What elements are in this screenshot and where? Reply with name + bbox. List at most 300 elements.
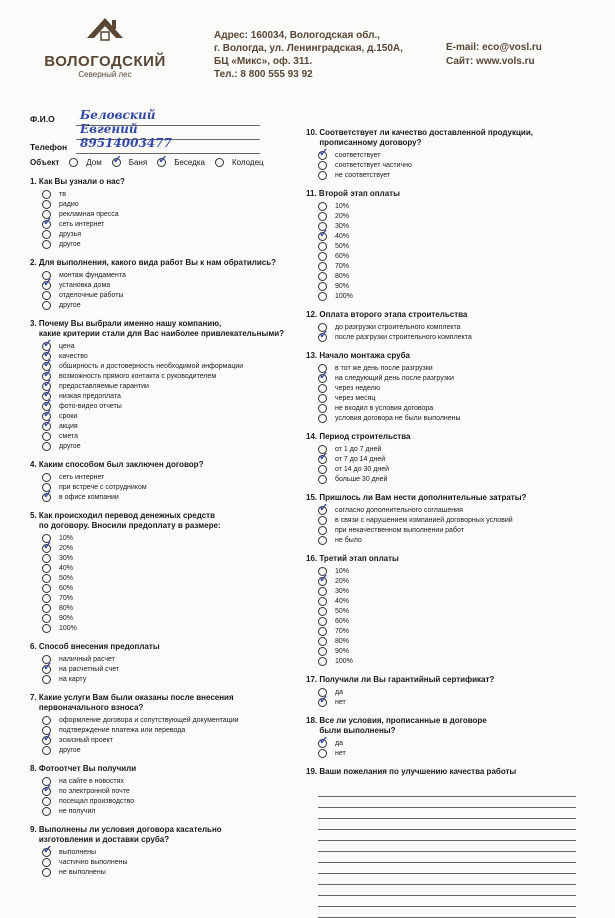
option-label: по электронной почте xyxy=(59,787,130,795)
answer-option[interactable] xyxy=(318,626,576,636)
option-label: рекламная пресса xyxy=(59,210,119,218)
right-questions xyxy=(306,128,576,777)
option-label: 70% xyxy=(59,594,74,602)
option-label: в связи с нарушением компанией договорных условий xyxy=(335,516,513,524)
answer-option[interactable] xyxy=(42,381,300,391)
answer-option[interactable] xyxy=(318,403,576,413)
company-address xyxy=(214,29,403,81)
radio-button[interactable] xyxy=(69,158,78,167)
radio-button[interactable] xyxy=(318,617,327,626)
option-label: 60% xyxy=(59,584,74,592)
answer-option[interactable] xyxy=(42,472,300,482)
radio-button[interactable] xyxy=(42,594,51,603)
question-title: 9. Выполнены ли условия договора касательно изготовления и доставки сруба? xyxy=(30,825,222,844)
answer-option[interactable] xyxy=(42,441,300,451)
answer-option[interactable] xyxy=(318,322,576,332)
checked-radio-button[interactable] xyxy=(42,665,51,674)
answer-option[interactable] xyxy=(42,229,300,239)
radio-button[interactable] xyxy=(318,414,327,423)
option-label: согласно дополнительного соглашения xyxy=(335,506,463,514)
radio-button[interactable] xyxy=(42,301,51,310)
radio-button[interactable] xyxy=(42,473,51,482)
answer-option[interactable] xyxy=(318,170,576,180)
option-label: условия договора не были выполнены xyxy=(335,414,461,422)
answer-line[interactable] xyxy=(318,896,576,907)
answer-option[interactable] xyxy=(318,201,576,211)
radio-button[interactable] xyxy=(318,161,327,170)
object-row xyxy=(30,158,300,167)
option-label: Баня xyxy=(128,158,148,167)
option-label: Беседка xyxy=(174,158,205,167)
left-column xyxy=(30,108,300,886)
answer-option[interactable] xyxy=(318,464,576,474)
answer-line[interactable] xyxy=(318,874,576,885)
answer-option[interactable] xyxy=(318,738,576,748)
radio-button[interactable] xyxy=(42,716,51,725)
answer-option[interactable] xyxy=(42,533,300,543)
answer-option[interactable] xyxy=(42,715,300,725)
radio-button[interactable] xyxy=(42,574,51,583)
answer-option[interactable] xyxy=(42,361,300,371)
radio-button[interactable] xyxy=(42,675,51,684)
answer-option[interactable] xyxy=(42,847,300,857)
answer-option[interactable] xyxy=(42,270,300,280)
answer-option[interactable] xyxy=(318,586,576,596)
option-label: эскизный проект xyxy=(59,736,113,744)
radio-button[interactable] xyxy=(318,637,327,646)
option-label: от 1 до 7 дней xyxy=(335,445,382,453)
answer-option[interactable] xyxy=(42,796,300,806)
option-label: не было xyxy=(335,536,362,544)
radio-button[interactable] xyxy=(42,797,51,806)
radio-button[interactable] xyxy=(42,858,51,867)
checked-radio-button[interactable] xyxy=(42,544,51,553)
radio-button[interactable] xyxy=(42,584,51,593)
question-title: 14. Период строительства xyxy=(306,432,411,441)
question-block xyxy=(30,258,300,310)
answer-line[interactable] xyxy=(318,852,576,863)
option-label: 30% xyxy=(59,554,74,562)
answer-option[interactable] xyxy=(318,160,576,170)
fio-handwriting-2: Евгений xyxy=(80,122,138,136)
question-title: 5. Как происходил перевод денежных средств по договору. Вносили предоплату в размере: xyxy=(30,511,221,530)
answer-option[interactable] xyxy=(42,290,300,300)
answer-option[interactable] xyxy=(318,656,576,666)
option-label: не входил в условия договора xyxy=(335,404,434,412)
answer-option[interactable] xyxy=(42,593,300,603)
answer-line[interactable] xyxy=(318,819,576,830)
answer-option[interactable] xyxy=(318,332,576,342)
answer-option[interactable] xyxy=(42,654,300,664)
option-label: на расчетный счет xyxy=(59,665,120,673)
question-title: 7. Какие услуги Вам были оказаны после внесения первоначального взноса? xyxy=(30,693,234,712)
option-label: низкая предоплата xyxy=(59,392,121,400)
radio-button[interactable] xyxy=(318,526,327,535)
answer-line[interactable] xyxy=(318,786,576,797)
radio-button[interactable] xyxy=(318,272,327,281)
question-block xyxy=(306,675,576,707)
answer-option[interactable] xyxy=(318,231,576,241)
fio-field[interactable] xyxy=(30,108,300,127)
option-label: 30% xyxy=(335,587,350,595)
object-option[interactable] xyxy=(215,158,264,167)
checked-radio-button[interactable] xyxy=(157,158,166,167)
email-line: E-mail: eco@vosl.ru xyxy=(446,42,542,53)
answer-option[interactable] xyxy=(318,748,576,758)
answer-option[interactable] xyxy=(318,636,576,646)
checked-radio-button[interactable] xyxy=(42,848,51,857)
answer-option[interactable] xyxy=(318,393,576,403)
checked-radio-button[interactable] xyxy=(318,506,327,515)
radio-button[interactable] xyxy=(42,564,51,573)
option-label: частично выполнены xyxy=(59,858,128,866)
option-label: 40% xyxy=(335,597,350,605)
checked-radio-button[interactable] xyxy=(318,232,327,241)
option-label: другое xyxy=(59,301,81,309)
answer-option[interactable] xyxy=(42,857,300,867)
option-label: друзья xyxy=(59,230,82,238)
question-title: 4. Каким способом был заключен договор? xyxy=(30,460,204,469)
phone-line-underline xyxy=(76,153,260,154)
option-label: нет xyxy=(335,749,346,757)
answer-option[interactable] xyxy=(42,603,300,613)
radio-button[interactable] xyxy=(318,465,327,474)
radio-button[interactable] xyxy=(42,442,51,451)
option-label: другое xyxy=(59,442,81,450)
option-label: 90% xyxy=(335,282,350,290)
option-label: да xyxy=(335,739,343,747)
option-label: 70% xyxy=(335,627,350,635)
answer-option[interactable] xyxy=(318,251,576,261)
answer-option[interactable] xyxy=(42,431,300,441)
radio-button[interactable] xyxy=(42,432,51,441)
radio-button[interactable] xyxy=(42,240,51,249)
option-label: качество xyxy=(59,352,88,360)
radio-button[interactable] xyxy=(318,647,327,656)
answer-option[interactable] xyxy=(42,867,300,877)
option-label: не выполнены xyxy=(59,868,106,876)
left-questions xyxy=(30,177,300,877)
option-label: фото-видео отчеты xyxy=(59,402,122,410)
radio-button[interactable] xyxy=(42,807,51,816)
option-label: 50% xyxy=(335,242,350,250)
answer-option[interactable] xyxy=(42,745,300,755)
answer-option[interactable] xyxy=(42,664,300,674)
radio-button[interactable] xyxy=(318,212,327,221)
answer-option[interactable] xyxy=(318,697,576,707)
radio-button[interactable] xyxy=(42,746,51,755)
option-label: предоставляемые гарантии xyxy=(59,382,149,390)
answer-option[interactable] xyxy=(318,291,576,301)
option-label: при некачественном выполнении работ xyxy=(335,526,464,534)
option-label: смета xyxy=(59,432,78,440)
answer-option[interactable] xyxy=(318,363,576,373)
question-block xyxy=(306,493,576,545)
option-label: нет xyxy=(335,698,346,706)
answer-line[interactable] xyxy=(318,863,576,874)
fio-label: Ф.И.О xyxy=(30,114,55,124)
question-block xyxy=(30,764,300,816)
wishes-answer-lines[interactable] xyxy=(306,786,576,918)
question-block xyxy=(306,432,576,484)
answer-option[interactable] xyxy=(42,735,300,745)
option-label: да xyxy=(335,688,343,696)
question-title: 19. Ваши пожелания по улучшению качества работы xyxy=(306,767,517,776)
question-title: 18. Все ли условия, прописанные в договоре были выполнены? xyxy=(306,716,487,735)
answer-option[interactable] xyxy=(318,241,576,251)
radio-button[interactable] xyxy=(42,604,51,613)
option-label: от 7 до 14 дней xyxy=(335,455,386,463)
option-label: не соответствует xyxy=(335,171,391,179)
question-block xyxy=(30,460,300,502)
answer-option[interactable] xyxy=(42,341,300,351)
radio-button[interactable] xyxy=(318,171,327,180)
radio-button[interactable] xyxy=(215,158,224,167)
object-option[interactable] xyxy=(157,158,205,167)
checked-radio-button[interactable] xyxy=(318,374,327,383)
answer-option[interactable] xyxy=(42,189,300,199)
answer-option[interactable] xyxy=(318,271,576,281)
answer-option[interactable] xyxy=(318,454,576,464)
address-line: Адрес: 160034, Вологодская обл., xyxy=(214,30,381,41)
checked-radio-button[interactable] xyxy=(318,739,327,748)
question-block xyxy=(306,310,576,342)
answer-option[interactable] xyxy=(318,616,576,626)
radio-button[interactable] xyxy=(318,282,327,291)
answer-option[interactable] xyxy=(318,150,576,160)
radio-button[interactable] xyxy=(318,384,327,393)
answer-option[interactable] xyxy=(42,351,300,361)
answer-line[interactable] xyxy=(318,841,576,852)
answer-option[interactable] xyxy=(42,411,300,421)
answer-option[interactable] xyxy=(42,806,300,816)
answer-option[interactable] xyxy=(318,383,576,393)
option-label: отделочные работы xyxy=(59,291,124,299)
company-contacts xyxy=(446,41,542,69)
answer-option[interactable] xyxy=(42,401,300,411)
answer-option[interactable] xyxy=(42,209,300,219)
website-line: Сайт: www.vols.ru xyxy=(446,56,535,67)
option-label: 10% xyxy=(59,534,74,542)
answer-option[interactable] xyxy=(318,221,576,231)
question-block xyxy=(30,177,300,249)
logo-subtitle: Северный лес xyxy=(78,70,132,79)
answer-option[interactable] xyxy=(318,261,576,271)
question-block xyxy=(30,511,300,633)
answer-option[interactable] xyxy=(42,583,300,593)
checked-radio-button[interactable] xyxy=(112,158,121,167)
radio-button[interactable] xyxy=(318,749,327,758)
answer-option[interactable] xyxy=(42,725,300,735)
checked-radio-button[interactable] xyxy=(318,151,327,160)
option-label: 40% xyxy=(59,564,74,572)
option-label: тв xyxy=(59,190,66,198)
option-label: подтверждение платежа или перевода xyxy=(59,726,186,734)
answer-option[interactable] xyxy=(318,596,576,606)
answer-option[interactable] xyxy=(42,421,300,431)
option-label: цена xyxy=(59,342,75,350)
checked-radio-button[interactable] xyxy=(318,577,327,586)
option-label: 80% xyxy=(335,637,350,645)
answer-option[interactable] xyxy=(42,239,300,249)
answer-option[interactable] xyxy=(42,786,300,796)
answer-option[interactable] xyxy=(318,606,576,616)
answer-option[interactable] xyxy=(318,373,576,383)
option-label: 60% xyxy=(335,617,350,625)
answer-option[interactable] xyxy=(42,371,300,381)
question-title: 16. Третий этап оплаты xyxy=(306,554,399,563)
radio-button[interactable] xyxy=(318,657,327,666)
question-title: 15. Пришлось ли Вам нести дополнительные затраты? xyxy=(306,493,527,502)
answer-option[interactable] xyxy=(42,776,300,786)
checked-radio-button[interactable] xyxy=(42,787,51,796)
checked-radio-button[interactable] xyxy=(42,281,51,290)
answer-option[interactable] xyxy=(318,211,576,221)
radio-button[interactable] xyxy=(42,230,51,239)
radio-button[interactable] xyxy=(318,404,327,413)
answer-option[interactable] xyxy=(318,281,576,291)
radio-button[interactable] xyxy=(318,607,327,616)
house-logo-icon xyxy=(85,16,125,46)
object-option[interactable] xyxy=(112,158,147,167)
question-title: 11. Второй этап оплаты xyxy=(306,189,400,198)
radio-button[interactable] xyxy=(318,202,327,211)
radio-button[interactable] xyxy=(42,291,51,300)
answer-option[interactable] xyxy=(42,623,300,633)
radio-button[interactable] xyxy=(318,252,327,261)
option-label: от 14 до 30 дней xyxy=(335,465,390,473)
radio-button[interactable] xyxy=(42,624,51,633)
option-label: 60% xyxy=(335,252,350,260)
answer-option[interactable] xyxy=(318,474,576,484)
answer-option[interactable] xyxy=(318,525,576,535)
answer-option[interactable] xyxy=(318,535,576,545)
checked-radio-button[interactable] xyxy=(318,698,327,707)
radio-button[interactable] xyxy=(42,614,51,623)
address-line: г. Вологда, ул. Ленинградская, д.150А, xyxy=(214,43,403,54)
radio-button[interactable] xyxy=(318,394,327,403)
option-label: 40% xyxy=(335,232,350,240)
answer-option[interactable] xyxy=(318,566,576,576)
radio-button[interactable] xyxy=(318,627,327,636)
answer-line[interactable] xyxy=(318,808,576,819)
option-label: другое xyxy=(59,746,81,754)
answer-option[interactable] xyxy=(318,646,576,656)
option-label: соответствует xyxy=(335,151,381,159)
question-title: 8. Фотоотчет Вы получили xyxy=(30,764,137,773)
checked-radio-button[interactable] xyxy=(42,220,51,229)
answer-line[interactable] xyxy=(318,907,576,918)
answer-option[interactable] xyxy=(42,219,300,229)
option-label: сеть интернет xyxy=(59,220,105,228)
answer-option[interactable] xyxy=(42,674,300,684)
radio-button[interactable] xyxy=(318,475,327,484)
radio-button[interactable] xyxy=(318,292,327,301)
radio-button[interactable] xyxy=(42,190,51,199)
radio-button[interactable] xyxy=(318,597,327,606)
question-block xyxy=(306,767,576,777)
answer-option[interactable] xyxy=(42,553,300,563)
option-label: через месяц xyxy=(335,394,376,402)
radio-button[interactable] xyxy=(318,242,327,251)
option-label: на следующий день после разгрузки xyxy=(335,374,454,382)
object-option[interactable] xyxy=(69,158,101,167)
option-label: сеть интернет xyxy=(59,473,105,481)
object-label: Объект xyxy=(30,158,60,167)
radio-button[interactable] xyxy=(318,262,327,271)
option-label: после разгрузки строительного комплекта xyxy=(335,333,472,341)
option-label: 80% xyxy=(59,604,74,612)
option-label: до разгрузки строительного комплекта xyxy=(335,323,461,331)
answer-option[interactable] xyxy=(318,515,576,525)
question-title: 12. Оплата второго этапа строительства xyxy=(306,310,468,319)
option-label: акция xyxy=(59,422,78,430)
answer-line[interactable] xyxy=(318,830,576,841)
option-label: посещал производство xyxy=(59,797,135,805)
option-label: 100% xyxy=(335,292,353,300)
radio-button[interactable] xyxy=(42,200,51,209)
option-label: 50% xyxy=(59,574,74,582)
radio-button[interactable] xyxy=(42,868,51,877)
checked-radio-button[interactable] xyxy=(318,333,327,342)
question-block xyxy=(306,716,576,758)
answer-option[interactable] xyxy=(42,543,300,553)
phone-handwriting: 89514003477 xyxy=(80,136,172,150)
option-label: обширность и достоверность необходимой информации xyxy=(59,362,244,370)
question-block xyxy=(30,319,300,451)
answer-option[interactable] xyxy=(42,300,300,310)
answer-option[interactable] xyxy=(42,573,300,583)
option-label: Колодец xyxy=(231,158,264,167)
answer-option[interactable] xyxy=(42,563,300,573)
radio-button[interactable] xyxy=(318,536,327,545)
answer-option[interactable] xyxy=(318,444,576,454)
option-label: 80% xyxy=(335,272,350,280)
checked-radio-button[interactable] xyxy=(318,455,327,464)
checked-radio-button[interactable] xyxy=(42,736,51,745)
answer-line[interactable] xyxy=(318,797,576,808)
answer-line[interactable] xyxy=(318,885,576,896)
option-label: 20% xyxy=(59,544,74,552)
option-label: другое xyxy=(59,240,81,248)
option-label: 20% xyxy=(335,212,350,220)
checked-radio-button[interactable] xyxy=(42,422,51,431)
address-line: БЦ «Микс», оф. 311. xyxy=(214,56,313,67)
answer-option[interactable] xyxy=(42,613,300,623)
radio-button[interactable] xyxy=(318,516,327,525)
option-label: на карту xyxy=(59,675,87,683)
answer-option[interactable] xyxy=(42,482,300,492)
option-label: больше 30 дней xyxy=(335,475,388,483)
checked-radio-button[interactable] xyxy=(42,493,51,502)
answer-option[interactable] xyxy=(318,413,576,423)
option-label: в тот же день после разгрузки xyxy=(335,364,433,372)
answer-option[interactable] xyxy=(42,280,300,290)
answer-option[interactable] xyxy=(42,199,300,209)
answer-option[interactable] xyxy=(318,505,576,515)
option-label: возможность прямого контакта с руководителем xyxy=(59,372,217,380)
answer-option[interactable] xyxy=(318,576,576,586)
question-title: 2. Для выполнения, какого вида работ Вы к нам обратились? xyxy=(30,258,277,267)
answer-option[interactable] xyxy=(318,687,576,697)
answer-option[interactable] xyxy=(42,492,300,502)
phone-line: Тел.: 8 800 555 93 92 xyxy=(214,69,313,80)
option-label: монтаж фундамента xyxy=(59,271,126,279)
radio-button[interactable] xyxy=(318,587,327,596)
radio-button[interactable] xyxy=(42,554,51,563)
answer-option[interactable] xyxy=(42,391,300,401)
option-label: 100% xyxy=(59,624,77,632)
